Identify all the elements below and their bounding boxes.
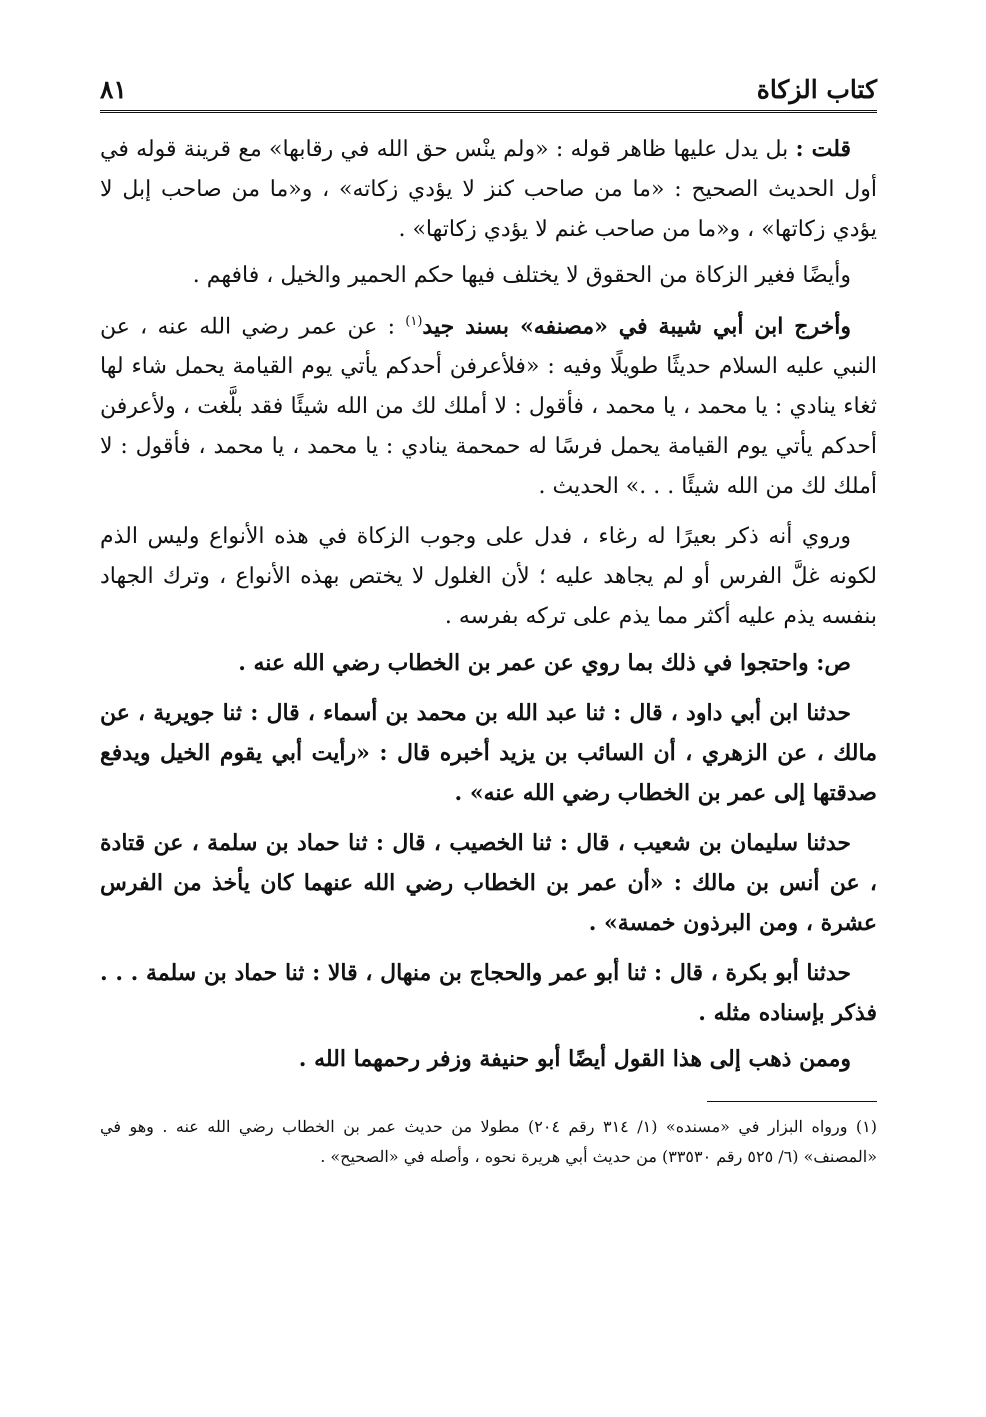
paragraph-text: ص: واحتجوا في ذلك بما روي عن عمر بن الخطاب رضي الله عنه .: [238, 650, 851, 677]
paragraph-text: وممن ذهب إلى هذا القول أيضًا أبو حنيفة وزفر رحمهما الله .: [298, 1046, 851, 1073]
paragraph-lead: وأخرج ابن أبي شيبة في «مصنفه» بسند جيد: [422, 313, 851, 340]
paragraph-sad-heading: [100, 643, 877, 683]
paragraph-lead: قلت :: [795, 136, 852, 162]
footnote: (١) ورواه البزار في «مسنده» (١/ ٣١٤ رقم ٢٠٤) مطولا من حديث عمر بن الخطاب رضي الله عنه . وهو في «المصنف» (٦/ ٥٢٥ رقم ٣٣٥٣٠) من حديث أبي هريرة نحوه ، وأصله في «الصحيح» .: [100, 1117, 877, 1167]
paragraph-abu-hanifa: [100, 1039, 877, 1079]
running-title: كتاب الزكاة: [756, 75, 877, 104]
paragraph-text: وأيضًا فغير الزكاة من الحقوق لا يختلف فيها حكم الحمير والخيل ، فافهم .: [192, 263, 851, 288]
paragraph-wa-aydan: [100, 256, 877, 296]
footnote-divider: [707, 1101, 877, 1102]
paragraph-qultu: [100, 129, 877, 250]
paragraph-text: حدثنا ابن أبي داود ، قال : ثنا عبد الله بن محمد بن أسماء ، قال : ثنا جويرية ، عن مالك ، عن الزهري ، أن السائب بن يزيد أخبره قال : «رأيت أبي يقوم الخيل ويدفع صدقتها إلى عمر بن الخطاب رضي الله عنه» .: [100, 700, 877, 807]
hadith-abu-bakrah: [100, 953, 877, 1033]
hadith-ibn-abi-dawud: [100, 693, 877, 813]
paragraph-wa-ruwiya: [100, 517, 877, 637]
hadith-sulayman: [100, 823, 877, 943]
paragraph-text: بل يدل عليها ظاهر قوله : «ولم ينْس حق الله في رقابها» مع قرينة قوله في أول الحديث الصحيح : «ما من صاحب كنز لا يؤدي زكاته» ، و«ما من صاحب إبل لا يؤدي زكاتها» ، و«ما من صاحب غنم لا يؤدي زكاتها» .: [100, 137, 877, 242]
page-header: [100, 58, 877, 113]
page-body: [100, 129, 877, 1079]
paragraph-text: حدثنا أبو بكرة ، قال : ثنا أبو عمر والحجاج بن منهال ، قالا : ثنا حماد بن سلمة . . . فذكر بإسناده مثله .: [100, 960, 877, 1027]
paragraph-text: : عن عمر رضي الله عنه ، عن النبي عليه السلام حديثًا طويلًا وفيه : «فلأعرفن أحدكم يأتي يوم القيامة يحمل شاء لها ثغاء ينادي : يا محمد ، يا محمد ، فأقول : لا أملك لك من الله شيئًا فقد بلَّغت ، ولأعرفن أحدكم يأتي يوم القيامة يحمل فرسًا له حمحمة ينادي : يا محمد ، يا محمد ، فأقول : لا أملك لك من الله شيئًا . . .» الحديث .: [100, 314, 877, 500]
paragraph-ibn-abi-shaybah: [100, 302, 877, 507]
footnote-marker[interactable]: (١): [405, 314, 423, 329]
book-page: [100, 58, 877, 1172]
page-number: ٨١: [100, 75, 127, 104]
paragraph-text: وروي أنه ذكر بعيرًا له رغاء ، فدل على وجوب الزكاة في هذه الأنواع وليس الذم لكونه غلَّ الفرس أو لم يجاهد عليه ؛ لأن الغلول لا يختص بهذه الأنواع ، وترك الجهاد بنفسه يذم عليه أكثر مما يذم على تركه بفرسه .: [100, 524, 877, 630]
paragraph-text: حدثنا سليمان بن شعيب ، قال : ثنا الخصيب ، قال : ثنا حماد بن سلمة ، عن قتادة ، عن أنس بن مالك : «أن عمر بن الخطاب رضي الله عنهما كان يأخذ من الفرس عشرة ، ومن البرذون خمسة» .: [100, 830, 877, 937]
